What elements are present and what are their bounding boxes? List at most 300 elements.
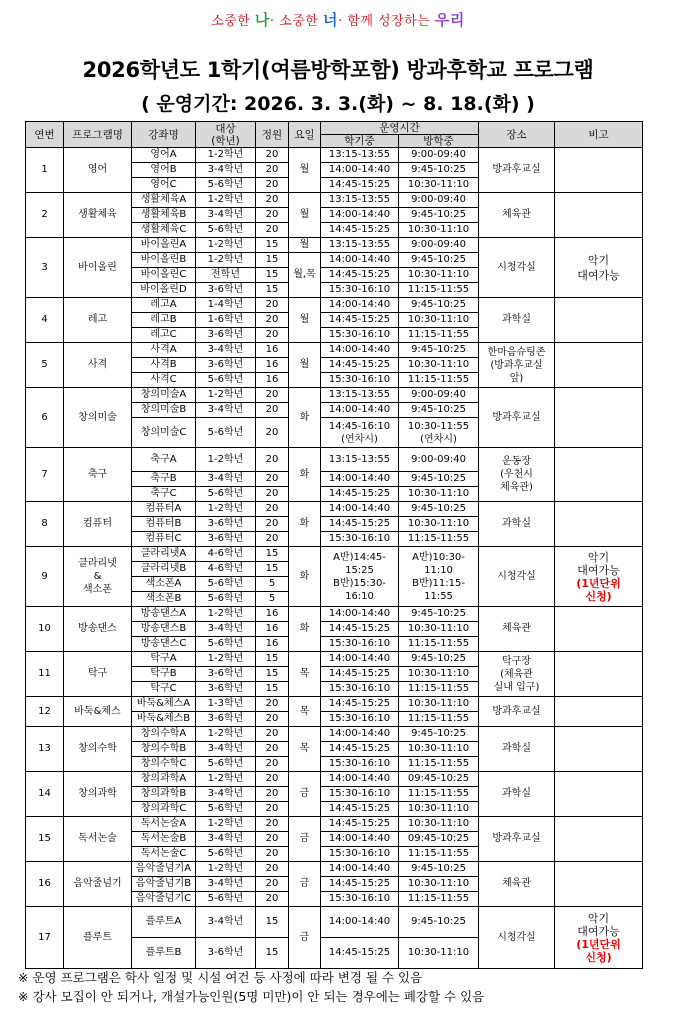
cell-course: 탁구A [132,652,196,667]
cell-semester-time: A반)14:45-15:25 B반)15:30-16:10 [321,547,399,607]
cell-course: 바이올린D [132,283,196,298]
cell-capacity: 20 [256,448,289,472]
cell-target: 1-2학년 [196,148,256,163]
cell-semester-time: 14:00-14:40 [321,253,399,268]
cell-capacity: 20 [256,802,289,817]
header-semester: 학기중 [321,135,399,148]
cell-program: 플루트 [64,907,132,969]
cell-vacation-time: 10:30-11:10 [399,358,479,373]
cell-place: 시청각실 [479,547,555,607]
cell-target: 1-2학년 [196,817,256,832]
cell-semester-time: 14:45-15:25 [321,517,399,532]
cell-semester-time: 14:45-15:25 [321,268,399,283]
cell-semester-time: 14:45-15:25 [321,358,399,373]
cell-day: 화 [289,607,321,652]
cell-course: 독서논술C [132,847,196,862]
cell-vacation-time: 9:00-09:40 [399,193,479,208]
cell-vacation-time: 11:15-11:55 [399,283,479,298]
remark-yearly-signup: (1년단위 신청) [576,937,621,964]
cell-capacity: 16 [256,373,289,388]
cell-remark [555,547,643,607]
header-target: 대상 (학년) [196,122,256,148]
cell-vacation-time: 9:45-10:25 [399,208,479,223]
cell-capacity: 20 [256,772,289,787]
header-schedule: 운영시간 [321,122,479,135]
cell-course: 플루트A [132,907,196,938]
cell-target: 3-4학년 [196,403,256,418]
cell-remark [555,448,643,502]
cell-day: 목 [289,652,321,697]
cell-course: 바둑&체스B [132,712,196,727]
cell-day: 금 [289,862,321,907]
cell-semester-time: 14:00-14:40 [321,208,399,223]
cell-no: 7 [26,448,64,502]
cell-capacity: 15 [256,938,289,969]
cell-course: 영어B [132,163,196,178]
cell-capacity: 20 [256,847,289,862]
cell-no: 8 [26,502,64,547]
cell-capacity: 20 [256,208,289,223]
cell-semester-time: 15:30-16:10 [321,637,399,652]
cell-place: 탁구장 (체육관 실내 입구) [479,652,555,697]
cell-no: 9 [26,547,64,607]
cell-course: 음악줄넘기A [132,862,196,877]
cell-capacity: 20 [256,517,289,532]
table-row [26,697,643,712]
cell-capacity: 15 [256,238,289,253]
cell-vacation-time: 9:45-10:25 [399,298,479,313]
cell-target: 1-2학년 [196,652,256,667]
cell-place: 방과후교실 [479,817,555,862]
cell-no: 4 [26,298,64,343]
cell-vacation-time: 11:15-11:55 [399,892,479,907]
cell-program: 창의수학 [64,727,132,772]
cell-target: 1-3학년 [196,697,256,712]
slogan-separator: · [269,14,275,29]
cell-capacity: 20 [256,697,289,712]
cell-no: 6 [26,388,64,448]
cell-day: 월 [289,298,321,343]
cell-remark [555,727,643,772]
cell-semester-time: 13:15-13:55 [321,388,399,403]
cell-day: 화 [289,448,321,502]
cell-capacity: 20 [256,328,289,343]
cell-place: 방과후교실 [479,148,555,193]
cell-target: 5-6학년 [196,892,256,907]
cell-target: 3-4학년 [196,163,256,178]
cell-vacation-time: 10:30-11:10 [399,802,479,817]
cell-course: 바둑&체스A [132,697,196,712]
cell-target: 1-2학년 [196,727,256,742]
cell-target: 3-4학년 [196,787,256,802]
cell-capacity: 15 [256,682,289,697]
cell-vacation-time: 10:30-11:10 [399,742,479,757]
cell-target: 3-6학년 [196,517,256,532]
cell-vacation-time: 9:00-09:40 [399,388,479,403]
cell-semester-time: 14:45-15:25 [321,938,399,969]
cell-capacity: 20 [256,148,289,163]
cell-course: 사격B [132,358,196,373]
cell-place: 체육관 [479,607,555,652]
cell-capacity: 20 [256,223,289,238]
cell-no: 11 [26,652,64,697]
cell-target: 5-6학년 [196,592,256,607]
cell-course: 플루트B [132,938,196,969]
cell-vacation-time: 10:30-11:10 [399,938,479,969]
cell-day: 화 [289,547,321,607]
cell-course: 바이올린B [132,253,196,268]
cell-capacity: 15 [256,253,289,268]
cell-semester-time: 14:00-14:40 [321,727,399,742]
cell-vacation-time: 11:15-11:55 [399,682,479,697]
cell-semester-time: 14:00-14:40 [321,907,399,938]
cell-course: 탁구C [132,682,196,697]
cell-course: 창의수학A [132,727,196,742]
table-row [26,607,643,622]
cell-remark [555,148,643,193]
program-table-body [26,148,643,969]
cell-target: 5-6학년 [196,373,256,388]
cell-vacation-time: 10:30-11:10 [399,487,479,502]
cell-vacation-time: 10:30-11:10 [399,817,479,832]
cell-target: 1-2학년 [196,607,256,622]
cell-vacation-time: 11:15-11:55 [399,637,479,652]
cell-program: 영어 [64,148,132,193]
table-row [26,193,643,208]
cell-target: 1-2학년 [196,238,256,253]
table-row [26,238,643,253]
slogan-text-1: 소중한 [211,14,251,29]
cell-capacity: 20 [256,193,289,208]
cell-place: 한마음슈팅존 (방과후교실 앞) [479,343,555,388]
header-no: 연번 [26,122,64,148]
cell-day: 금 [289,772,321,817]
cell-capacity: 20 [256,532,289,547]
cell-program: 독서논술 [64,817,132,862]
cell-capacity: 15 [256,652,289,667]
cell-target: 3-4학년 [196,907,256,938]
cell-course: 창의미술C [132,418,196,448]
cell-target: 3-6학년 [196,532,256,547]
cell-capacity: 20 [256,403,289,418]
header-place: 장소 [479,122,555,148]
cell-course: 창의과학A [132,772,196,787]
cell-capacity: 20 [256,418,289,448]
cell-semester-time: 14:00-14:40 [321,298,399,313]
table-row [26,907,643,938]
cell-capacity: 20 [256,757,289,772]
cell-no: 15 [26,817,64,862]
cell-target: 5-6학년 [196,418,256,448]
cell-day: 금 [289,817,321,862]
cell-semester-time: 14:45-15:25 [321,877,399,892]
cell-vacation-time: 11:15-11:55 [399,787,479,802]
cell-target: 1-2학년 [196,772,256,787]
cell-target: 1-2학년 [196,193,256,208]
cell-target: 1-4학년 [196,298,256,313]
cell-place: 방과후교실 [479,697,555,727]
cell-semester-time: 14:45-15:25 [321,742,399,757]
cell-course: 방송댄스B [132,622,196,637]
cell-semester-time: 13:15-13:55 [321,448,399,472]
cell-place: 시청각실 [479,238,555,298]
cell-semester-time: 15:30-16:10 [321,532,399,547]
cell-remark: 악기 대여가능 [555,238,643,298]
cell-capacity: 20 [256,487,289,502]
cell-semester-time: 14:00-14:40 [321,652,399,667]
cell-vacation-time: 9:45-10:25 [399,163,479,178]
cell-target: 3-4학년 [196,742,256,757]
cell-semester-time: 15:30-16:10 [321,847,399,862]
cell-semester-time: 15:30-16:10 [321,373,399,388]
page-subtitle: ( 운영기간: 2026. 3. 3.(화) ~ 8. 18.(화) ) [141,93,535,115]
cell-place: 운동장 (우천시 체육관) [479,448,555,502]
table-row [26,448,643,472]
cell-capacity: 20 [256,298,289,313]
slogan-text-2: 소중한 [279,14,319,29]
table-row [26,772,643,787]
cell-capacity: 16 [256,607,289,622]
cell-target: 5-6학년 [196,757,256,772]
cell-no: 1 [26,148,64,193]
cell-program: 방송댄스 [64,607,132,652]
cell-target: 1-2학년 [196,448,256,472]
header-remark: 비고 [555,122,643,148]
cell-target: 5-6학년 [196,847,256,862]
cell-day: 월 [289,343,321,388]
cell-course: 방송댄스C [132,637,196,652]
cell-target: 1-2학년 [196,253,256,268]
header-course: 강좌명 [132,122,196,148]
cell-course: 음악줄넘기B [132,877,196,892]
cell-no: 12 [26,697,64,727]
cell-semester-time: 14:00-14:40 [321,862,399,877]
cell-remark [555,772,643,817]
cell-course: 방송댄스A [132,607,196,622]
remark-instrument-rental: 악기 대여가능 [577,911,620,938]
cell-semester-time: 14:45-16:10 (연차시) [321,418,399,448]
cell-course: 색소폰A [132,577,196,592]
cell-semester-time: 15:30-16:10 [321,712,399,727]
cell-semester-time: 14:00-14:40 [321,403,399,418]
cell-no: 10 [26,607,64,652]
cell-no: 2 [26,193,64,238]
cell-capacity: 5 [256,577,289,592]
cell-no: 17 [26,907,64,969]
cell-semester-time: 13:15-13:55 [321,148,399,163]
cell-semester-time: 13:15-13:55 [321,238,399,253]
cell-vacation-time: 09:45-10:25 [399,832,479,847]
cell-target: 3-4학년 [196,343,256,358]
slogan-separator: · [338,14,343,29]
cell-course: 레고C [132,328,196,343]
cell-target: 3-6학년 [196,938,256,969]
cell-place: 체육관 [479,862,555,907]
cell-program: 레고 [64,298,132,343]
cell-target: 1-2학년 [196,502,256,517]
cell-course: 창의과학C [132,802,196,817]
cell-target: 3-6학년 [196,682,256,697]
cell-capacity: 20 [256,877,289,892]
cell-semester-time: 14:00-14:40 [321,343,399,358]
cell-remark [555,607,643,652]
header-capacity: 정원 [256,122,289,148]
cell-target: 5-6학년 [196,178,256,193]
cell-vacation-time: A반)10:30-11:10 B반)11:15-11:55 [399,547,479,607]
cell-course: 영어C [132,178,196,193]
cell-vacation-time: 10:30-11:10 [399,667,479,682]
cell-capacity: 20 [256,502,289,517]
cell-vacation-time: 11:15-11:55 [399,373,479,388]
cell-vacation-time: 10:30-11:10 [399,622,479,637]
cell-course: 축구A [132,448,196,472]
cell-vacation-time: 10:30-11:10 [399,223,479,238]
cell-day: 금 [289,907,321,969]
cell-day: 월 [289,148,321,193]
cell-semester-time: 15:30-16:10 [321,682,399,697]
cell-semester-time: 13:15-13:55 [321,193,399,208]
cell-course: 생활체육B [132,208,196,223]
cell-capacity: 15 [256,562,289,577]
cell-target: 전학년 [196,268,256,283]
cell-semester-time: 14:00-14:40 [321,832,399,847]
cell-day: 월 [289,193,321,238]
header-day: 요일 [289,122,321,148]
cell-capacity: 16 [256,637,289,652]
cell-target: 1-2학년 [196,862,256,877]
cell-capacity: 16 [256,358,289,373]
cell-target: 3-6학년 [196,358,256,373]
cell-vacation-time: 9:45-10:25 [399,862,479,877]
cell-course: 바이올린C [132,268,196,283]
table-row [26,298,643,313]
cell-semester-time: 14:45-15:25 [321,817,399,832]
cell-vacation-time: 10:30-11:10 [399,697,479,712]
cell-course: 축구C [132,487,196,502]
header-program: 프로그램명 [64,122,132,148]
cell-semester-time: 15:30-16:10 [321,787,399,802]
cell-no: 16 [26,862,64,907]
cell-capacity: 20 [256,727,289,742]
cell-semester-time: 14:45-15:25 [321,313,399,328]
cell-course: 영어A [132,148,196,163]
cell-target: 4-6학년 [196,562,256,577]
cell-target: 3-6학년 [196,712,256,727]
cell-semester-time: 14:00-14:40 [321,163,399,178]
cell-place: 과학실 [479,727,555,772]
remark-instrument-rental: 악기 대여가능 [577,550,620,577]
cell-course: 컴퓨터B [132,517,196,532]
cell-capacity: 20 [256,742,289,757]
cell-target: 3-4학년 [196,208,256,223]
cell-capacity: 20 [256,163,289,178]
cell-semester-time: 14:45-15:25 [321,178,399,193]
cell-day: 화 [289,388,321,448]
header-vacation: 방학중 [399,135,479,148]
cell-target: 3-4학년 [196,832,256,847]
cell-remark [555,298,643,343]
cell-day: 월 [289,238,321,253]
cell-semester-time: 14:00-14:40 [321,607,399,622]
cell-target: 3-6학년 [196,328,256,343]
cell-vacation-time: 11:15-11:55 [399,757,479,772]
program-table [25,121,643,969]
cell-course: 음악줄넘기C [132,892,196,907]
cell-program: 음악줄넘기 [64,862,132,907]
cell-capacity: 5 [256,592,289,607]
cell-remark [555,817,643,862]
table-row [26,148,643,163]
cell-remark [555,343,643,388]
cell-course: 레고A [132,298,196,313]
cell-program: 창의미술 [64,388,132,448]
cell-target: 3-6학년 [196,667,256,682]
cell-vacation-time: 9:45-10:25 [399,502,479,517]
cell-place: 체육관 [479,193,555,238]
cell-vacation-time: 09:45-10:25 [399,772,479,787]
cell-course: 독서논술B [132,832,196,847]
school-slogan [0,9,676,30]
cell-vacation-time: 11:15-11:55 [399,328,479,343]
cell-semester-time: 14:45-15:25 [321,697,399,712]
table-row [26,547,643,562]
cell-vacation-time: 9:45-10:25 [399,253,479,268]
cell-remark [555,652,643,697]
cell-capacity: 20 [256,712,289,727]
cell-place: 방과후교실 [479,388,555,448]
cell-vacation-time: 11:15-11:55 [399,712,479,727]
cell-course: 생활체육A [132,193,196,208]
cell-vacation-time: 11:15-11:55 [399,532,479,547]
cell-target: 5-6학년 [196,487,256,502]
cell-semester-time: 14:45-15:25 [321,223,399,238]
cell-target: 1-6학년 [196,313,256,328]
cell-capacity: 20 [256,472,289,487]
page-title: 2026학년도 1학기(여름방학포함) 방과후학교 프로그램 [82,58,594,82]
cell-remark [555,502,643,547]
slogan-text-3: 함께 성장하는 [347,14,431,29]
cell-course: 클라리넷A [132,547,196,562]
cell-program: 생활체육 [64,193,132,238]
cell-semester-time: 14:45-15:25 [321,622,399,637]
cell-no: 14 [26,772,64,817]
cell-vacation-time: 9:00-09:40 [399,238,479,253]
cell-remark [555,388,643,448]
cell-course: 사격C [132,373,196,388]
cell-course: 창의수학B [132,742,196,757]
cell-place: 과학실 [479,298,555,343]
cell-course: 축구B [132,472,196,487]
cell-course: 클라리넷B [132,562,196,577]
cell-vacation-time: 9:45-10:25 [399,403,479,418]
cell-capacity: 20 [256,178,289,193]
cell-vacation-time: 11:15-11:55 [399,847,479,862]
cell-semester-time: 15:30-16:10 [321,328,399,343]
cell-target: 5-6학년 [196,577,256,592]
cell-capacity: 15 [256,547,289,562]
cell-program: 클라리넷 & 색소폰 [64,547,132,607]
cell-semester-time: 15:30-16:10 [321,757,399,772]
cell-vacation-time: 10:30-11:10 [399,268,479,283]
slogan-logo-na: 나 [254,11,270,29]
cell-capacity: 15 [256,667,289,682]
cell-capacity: 15 [256,268,289,283]
cell-vacation-time: 9:45-10:25 [399,907,479,938]
cell-capacity: 20 [256,817,289,832]
cell-day: 화 [289,502,321,547]
cell-target: 3-4학년 [196,622,256,637]
cell-place: 과학실 [479,502,555,547]
